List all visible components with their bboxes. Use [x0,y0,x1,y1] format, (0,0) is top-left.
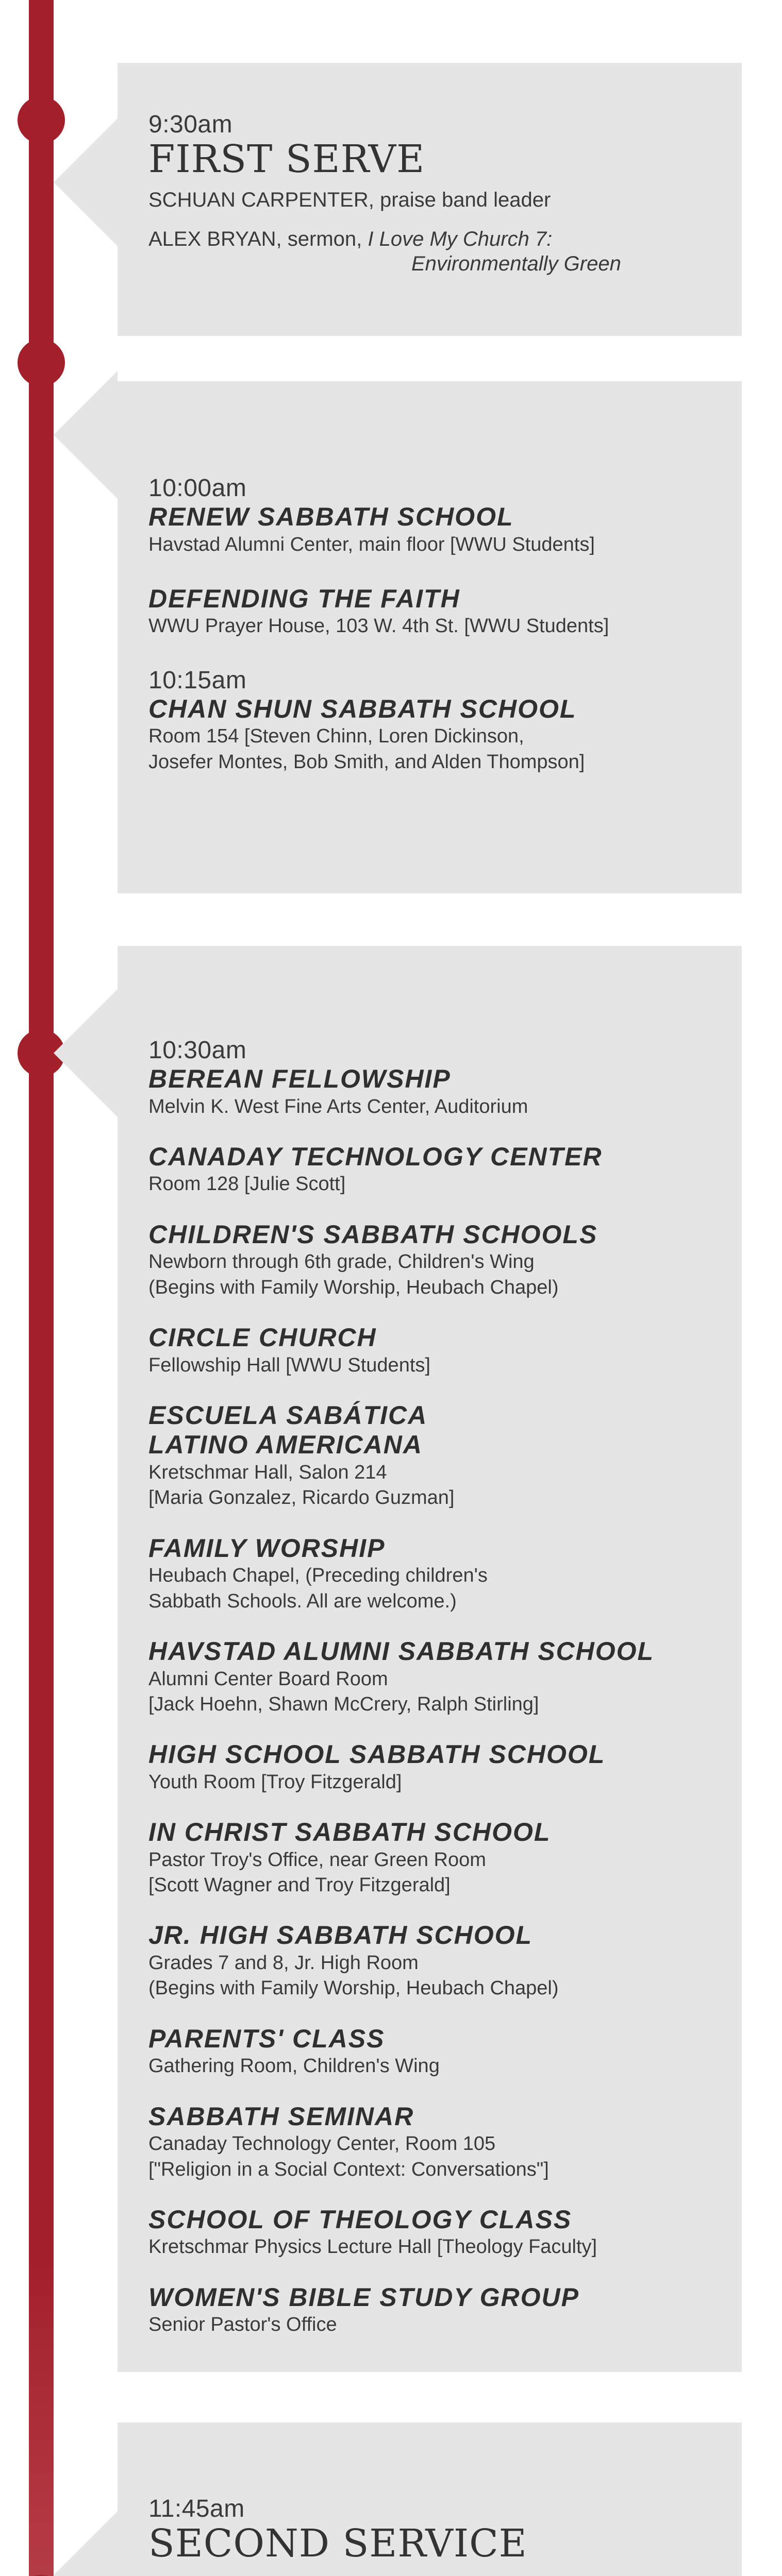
first-service-title: FIRST SERVE [148,137,425,181]
entry-detail: Heubach Chapel, (Preceding children's [148,1565,488,1587]
entry-detail: Alumni Center Board Room [148,1668,388,1690]
sermon-speaker: ALEX BRYAN, sermon, [148,228,368,251]
entry-detail: Gathering Room, Children's Wing [148,2055,440,2077]
sabbath-school-entry [148,2205,721,2260]
entry-detail: Canaday Technology Center, Room 105 [148,2133,496,2155]
first-service-time: 9:30am [148,111,233,138]
sabbath-school-entry [148,1637,721,1717]
sabbath-school-entry [148,1818,721,1898]
sabbath-school-card [118,946,742,2372]
sabbath-school-time: 10:30am [148,1037,247,1064]
entry-name: IN CHRIST SABBATH SCHOOL [148,1818,551,1847]
sabbath-school-entry [148,1740,721,1795]
entry-detail: [Maria Gonzalez, Ricardo Guzman] [148,1487,455,1509]
entry-detail: (Begins with Family Worship, Heubach Chapel) [148,1276,559,1298]
sabbath-school-entry [148,1401,721,1511]
entry-name: CHAN SHUN SABBATH SCHOOL [148,694,577,723]
entry-detail: Kretschmar Hall, Salon 214 [148,1461,387,1483]
sabbath-school-entry [148,2024,721,2079]
entry-detail: WWU Prayer House, 103 W. 4th St. [WWU Students] [148,615,609,637]
card-pointer [54,371,118,499]
sabbath-school-entry [148,1921,721,2001]
second-service-title: SECOND SERVICE [148,2521,527,2566]
sabbath-school-entry [148,1064,721,1120]
sermon-title-line2: Environmentally Green [411,252,621,276]
entry-name: HIGH SCHOOL SABBATH SCHOOL [148,1740,606,1769]
sabbath-school-entry [148,1142,721,1197]
entry-name: SCHOOL OF THEOLOGY CLASS [148,2205,572,2234]
praise-band-leader: SCHUAN CARPENTER, praise band leader [148,189,551,212]
second-service-card [118,2422,742,2576]
entry-name: LATINO AMERICANA [148,1430,423,1460]
entry-detail: Havstad Alumni Center, main floor [WWU Students] [148,533,595,555]
entry-name: JR. HIGH SABBATH SCHOOL [148,1921,533,1950]
entry-name: CANADAY TECHNOLOGY CENTER [148,1142,603,1171]
entry-detail: Senior Pastor's Office [148,2314,337,2336]
entry-detail: ["Religion in a Social Context: Conversations"] [148,2158,549,2180]
entry-detail: Fellowship Hall [WWU Students] [148,1354,430,1376]
early-sabbath-school-card [118,381,742,893]
entry-name: CIRCLE CHURCH [148,1323,377,1352]
entry-time: 10:15am [148,666,247,694]
sabbath-school-entry [148,1323,721,1378]
entry-detail: Grades 7 and 8, Jr. High Room [148,1952,419,1974]
sermon-title-line1: I Love My Church 7: [368,228,553,251]
entry-detail: Sabbath Schools. All are welcome.) [148,1590,457,1612]
entry-detail: Youth Room [Troy Fitzgerald] [148,1771,402,1793]
card-pointer [54,989,118,1117]
sabbath-school-entry [148,584,721,639]
entry-name: WOMEN'S BIBLE STUDY GROUP [148,2282,580,2312]
entry-name: PARENTS' CLASS [148,2024,385,2053]
second-service-time: 11:45am [148,2495,245,2522]
card-pointer [54,2511,118,2576]
entry-name: CHILDREN'S SABBATH SCHOOLS [148,1219,598,1249]
sabbath-school-entry [148,1534,721,1614]
sabbath-school-entry [148,2283,721,2338]
first-service-sermon [148,227,721,251]
entry-detail: Room 154 [Steven Chinn, Loren Dickinson, [148,725,524,748]
entry-name: DEFENDING THE FAITH [148,584,460,613]
entry-time: 10:00am [148,474,247,502]
sabbath-school-entry [148,666,721,775]
entry-name: BEREAN FELLOWSHIP [148,1064,451,1093]
timeline-bar [29,0,54,2576]
early-sabbath-school-list [148,474,721,802]
entry-detail: Pastor Troy's Office, near Green Room [148,1849,486,1871]
entry-name: RENEW SABBATH SCHOOL [148,502,514,531]
first-service-card [118,63,742,336]
entry-detail: Melvin K. West Fine Arts Center, Auditorium [148,1095,528,1117]
entry-detail: [Jack Hoehn, Shawn McCrery, Ralph Stirling] [148,1693,539,1715]
entry-name: FAMILY WORSHIP [148,1533,386,1563]
sabbath-school-entry [148,1220,721,1300]
sabbath-school-entry [148,474,721,557]
sabbath-school-entry [148,2102,721,2182]
entry-detail: Josefer Montes, Bob Smith, and Alden Thompson] [148,751,585,773]
sabbath-school-list [148,1064,721,2338]
entry-name: ESCUELA SABÁTICA [148,1400,428,1430]
entry-name: SABBATH SEMINAR [148,2102,414,2131]
entry-detail: (Begins with Family Worship, Heubach Chapel) [148,1977,559,1999]
card-pointer [54,118,118,246]
entry-detail: Newborn through 6th grade, Children's Wing [148,1251,535,1273]
entry-detail: Kretschmar Physics Lecture Hall [Theology Faculty] [148,2236,597,2258]
entry-name: HAVSTAD ALUMNI SABBATH SCHOOL [148,1637,655,1666]
entry-detail: [Scott Wagner and Troy Fitzgerald] [148,1874,451,1896]
entry-detail: Room 128 [Julie Scott] [148,1173,346,1195]
